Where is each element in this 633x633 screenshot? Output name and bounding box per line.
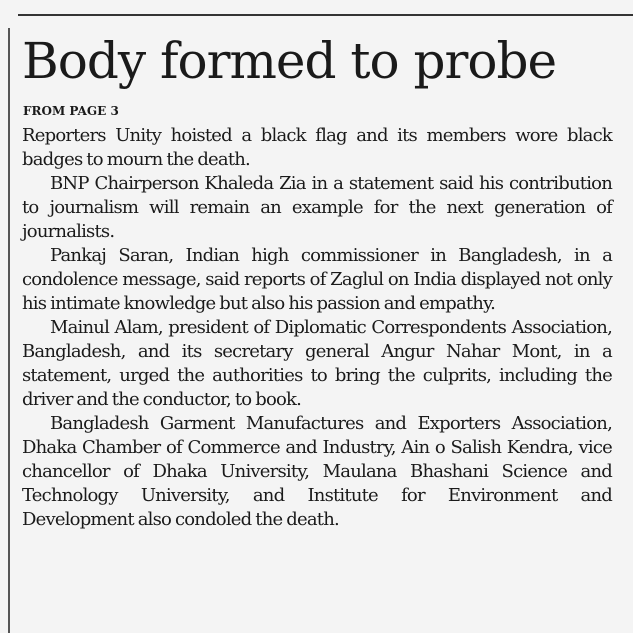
paragraph-2: BNP Chairperson Khaleda Zia in a statement said his contribution to journalism will remain an example for the next generation of journalists. <box>22 173 612 242</box>
paragraph-5: Bangladesh Garment Manufactures and Exporters Association, Dhaka Chamber of Commerce and Industry, Ain o Salish Kendra, vice chancellor of Dhaka University, Maulana Bhashani Science and Technology University, and Institute for Environment and Development also condoled the death. <box>22 413 612 530</box>
paragraph-3: Pankaj Saran, Indian high commissioner in Bangladesh, in a condolence message, said reports of Zaglul on India displayed not only his intimate knowledge but also his passion and empathy. <box>22 245 612 314</box>
paragraph-4: Mainul Alam, president of Diplomatic Correspondents Association, Bangladesh, and its secretary general Angur Nahar Mont, in a statement, urged the authorities to bring the culprits, including the driver and the conductor, to book. <box>22 317 612 410</box>
column-rule <box>8 28 10 633</box>
headline: Body formed to probe <box>22 32 557 90</box>
top-rule <box>18 14 633 16</box>
paragraph-1: Reporters Unity hoisted a black flag and its members wore black badges to mourn the death. <box>22 125 612 170</box>
jump-line: FROM PAGE 3 <box>23 104 119 118</box>
article-body <box>22 124 612 532</box>
